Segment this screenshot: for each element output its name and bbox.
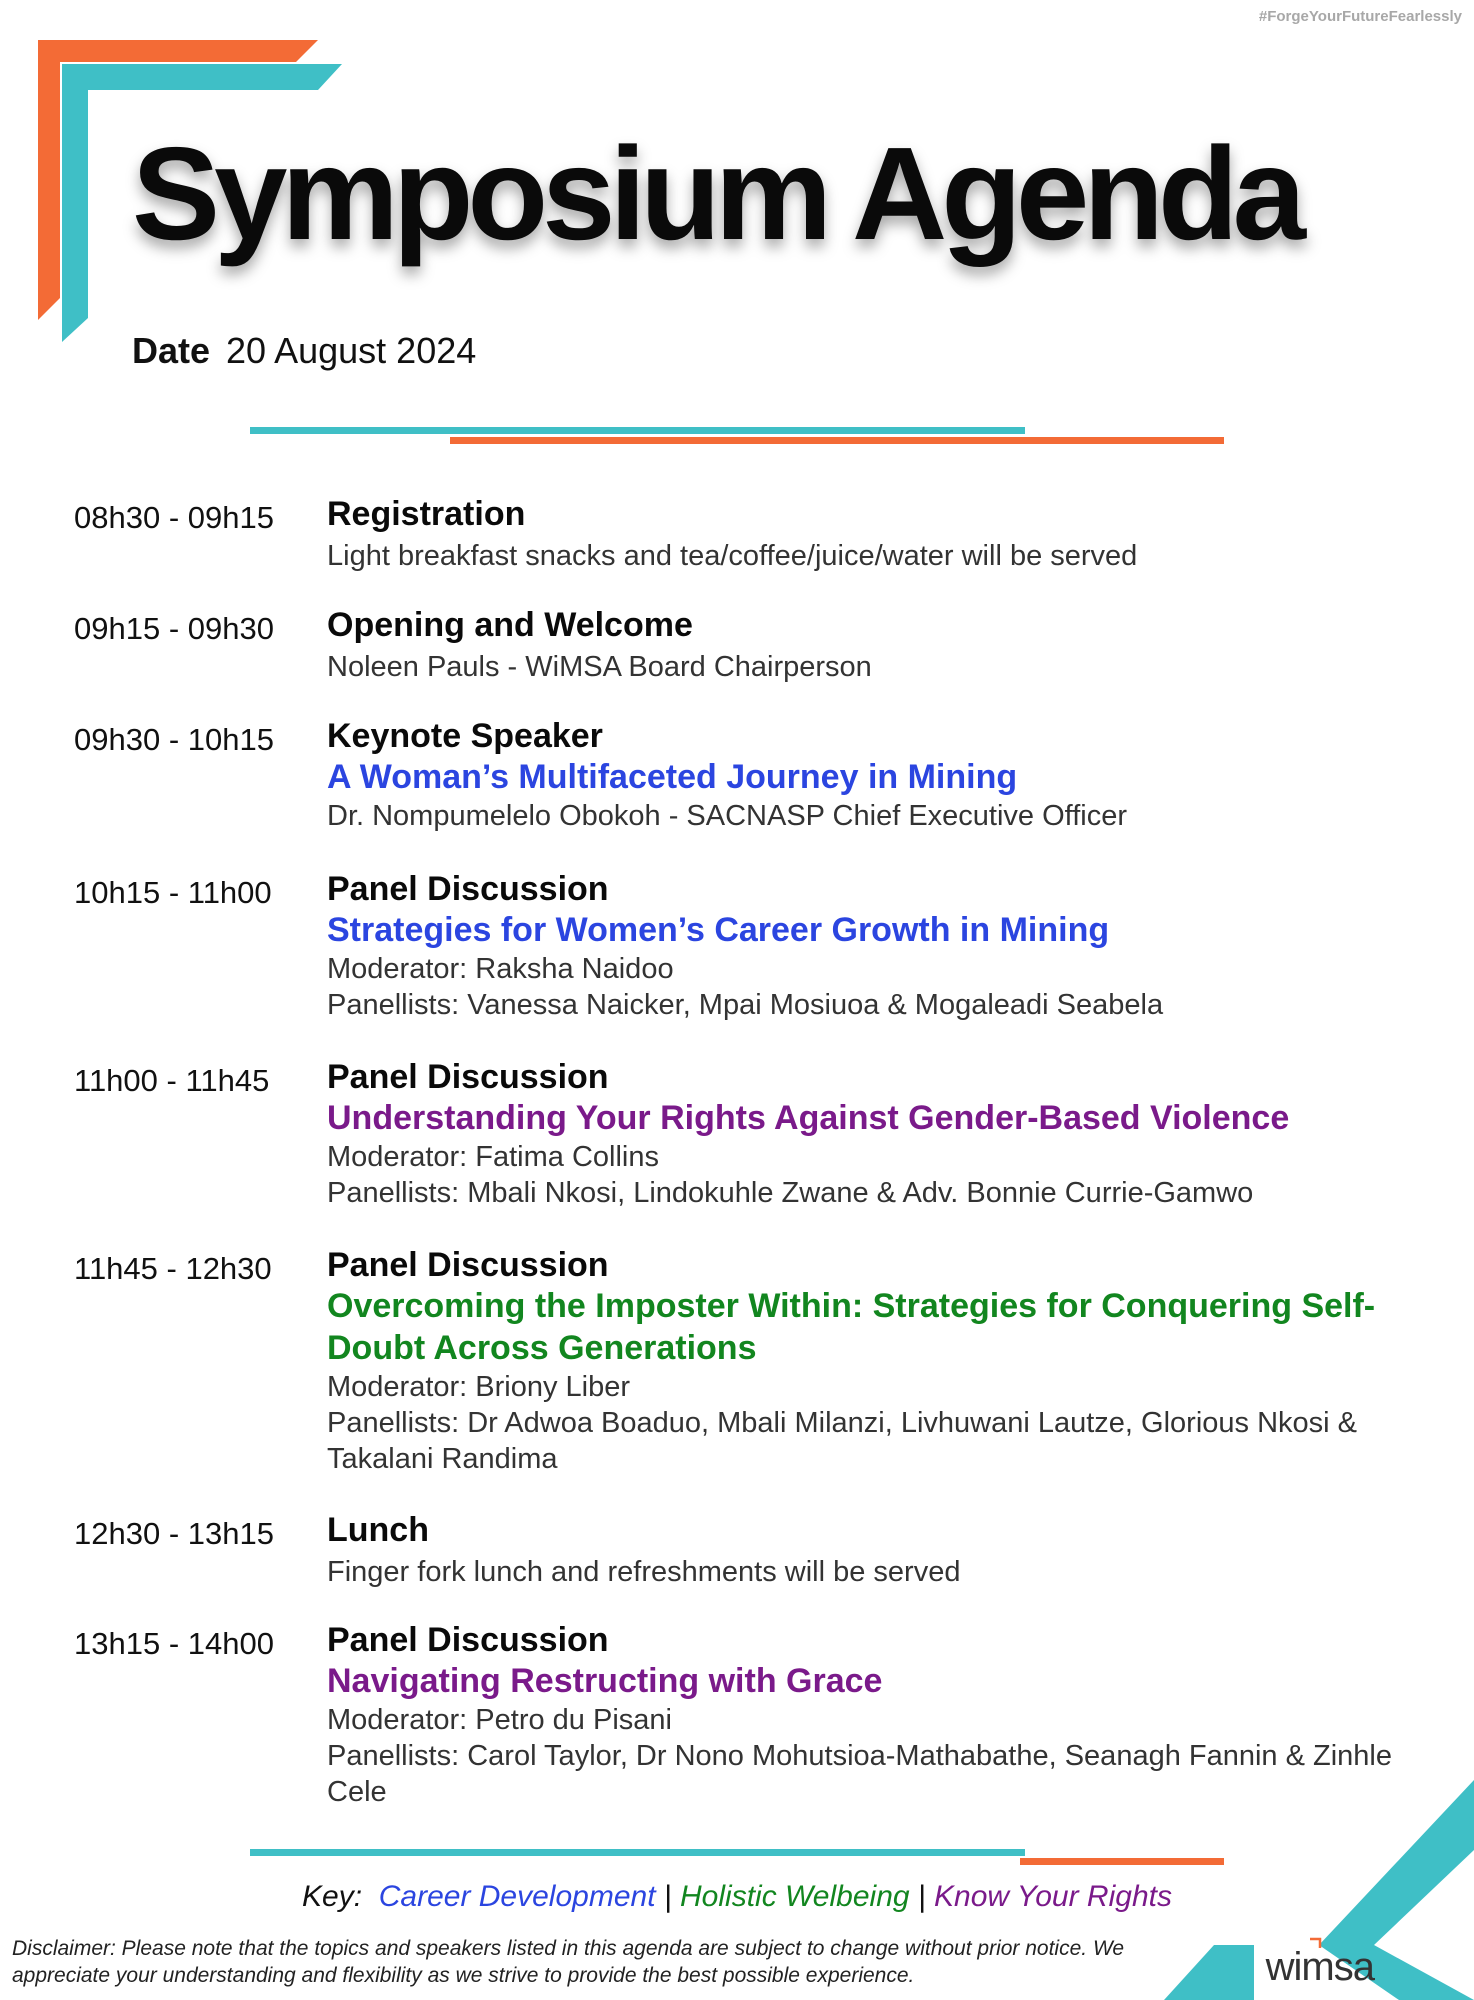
agenda-detail: Finger fork lunch and refreshments will be served [327, 1556, 961, 1588]
agenda-item [327, 1510, 1437, 1590]
logo-text: wimsa [1265, 1945, 1374, 1989]
key-holistic-welbeing: Holistic Welbeing [680, 1880, 910, 1913]
hashtag: #ForgeYourFutureFearlessly [1258, 8, 1462, 25]
wimsa-logo [1266, 1945, 1374, 1990]
agenda-time: 09h30 - 10h15 [74, 722, 274, 757]
divider-top-teal [250, 427, 1025, 434]
agenda-topic: Understanding Your Rights Against Gender-Based Violence [327, 1099, 1290, 1137]
agenda-time: 10h15 - 11h00 [74, 875, 272, 910]
agenda-heading: Opening and Welcome [327, 606, 693, 644]
key-separator: | [663, 1880, 672, 1913]
agenda-heading: Panel Discussion [327, 1246, 609, 1284]
divider-bottom-teal [250, 1849, 1025, 1856]
divider-bottom-orange [1020, 1858, 1224, 1865]
agenda-heading: Panel Discussion [327, 1058, 609, 1096]
key-career-development: Career Development [378, 1880, 656, 1913]
agenda-panellists: Panellists: Carol Taylor, Dr Nono Mohutsioa-Mathabathe, Seanagh Fannin & Zinhle Cele [327, 1740, 1392, 1808]
agenda-time: 13h15 - 14h00 [74, 1626, 274, 1661]
agenda-panellists: Panellists: Vanessa Naicker, Mpai Mosiuoa & Mogaleadi Seabela [327, 989, 1164, 1021]
agenda-topic: Overcoming the Imposter Within: Strategies for Conquering Self-Doubt Across Generations [327, 1287, 1376, 1367]
page-title: Symposium Agenda [132, 120, 1300, 267]
agenda-topic: A Woman’s Multifaceted Journey in Mining [327, 758, 1018, 796]
logo-accent-icon [1308, 1937, 1322, 1949]
color-key [0, 1880, 1474, 1914]
date-value: 20 August 2024 [226, 330, 477, 371]
divider-top-orange [450, 437, 1224, 444]
agenda-item [327, 1057, 1437, 1211]
event-date [132, 330, 476, 372]
agenda-detail: Noleen Pauls - WiMSA Board Chairperson [327, 651, 872, 683]
agenda-time: 11h45 - 12h30 [74, 1251, 272, 1286]
agenda-topic: Navigating Restructing with Grace [327, 1662, 883, 1700]
agenda-item [327, 1620, 1437, 1810]
date-label: Date [132, 330, 211, 371]
agenda-panellists: Panellists: Mbali Nkosi, Lindokuhle Zwane & Adv. Bonnie Currie-Gamwo [327, 1177, 1254, 1209]
agenda-time: 08h30 - 09h15 [74, 500, 274, 535]
agenda-time: 11h00 - 11h45 [74, 1063, 270, 1098]
key-know-your-rights: Know Your Rights [934, 1880, 1172, 1913]
agenda-item [327, 1245, 1437, 1477]
agenda-moderator: Moderator: Fatima Collins [327, 1141, 659, 1173]
agenda-heading: Keynote Speaker [327, 717, 603, 755]
agenda-time: 09h15 - 09h30 [74, 611, 274, 646]
agenda-item [327, 494, 1437, 574]
agenda-heading: Registration [327, 495, 526, 533]
agenda-heading: Lunch [327, 1511, 429, 1549]
agenda-item [327, 869, 1437, 1023]
agenda-moderator: Moderator: Briony Liber [327, 1371, 631, 1403]
agenda-detail: Dr. Nompumelelo Obokoh - SACNASP Chief Executive Officer [327, 800, 1127, 832]
agenda-heading: Panel Discussion [327, 870, 609, 908]
agenda-topic: Strategies for Women’s Career Growth in Mining [327, 911, 1110, 949]
agenda-item [327, 605, 1437, 685]
agenda-moderator: Moderator: Petro du Pisani [327, 1704, 672, 1736]
agenda-panellists: Panellists: Dr Adwoa Boaduo, Mbali Milanzi, Livhuwani Lautze, Glorious Nkosi & Takalani Randima [327, 1407, 1357, 1475]
key-label: Key: [302, 1880, 363, 1913]
disclaimer: Disclaimer: Please note that the topics and speakers listed in this agenda are subject to change without prior notice. We appreciate your understanding and flexibility as we strive to provide the best possible experience. [12, 1937, 1125, 1987]
key-separator: | [917, 1880, 926, 1913]
agenda-time: 12h30 - 13h15 [74, 1516, 274, 1551]
agenda-detail: Light breakfast snacks and tea/coffee/juice/water will be served [327, 540, 1138, 572]
agenda-item [327, 716, 1437, 834]
agenda-moderator: Moderator: Raksha Naidoo [327, 953, 674, 985]
agenda-heading: Panel Discussion [327, 1621, 609, 1659]
